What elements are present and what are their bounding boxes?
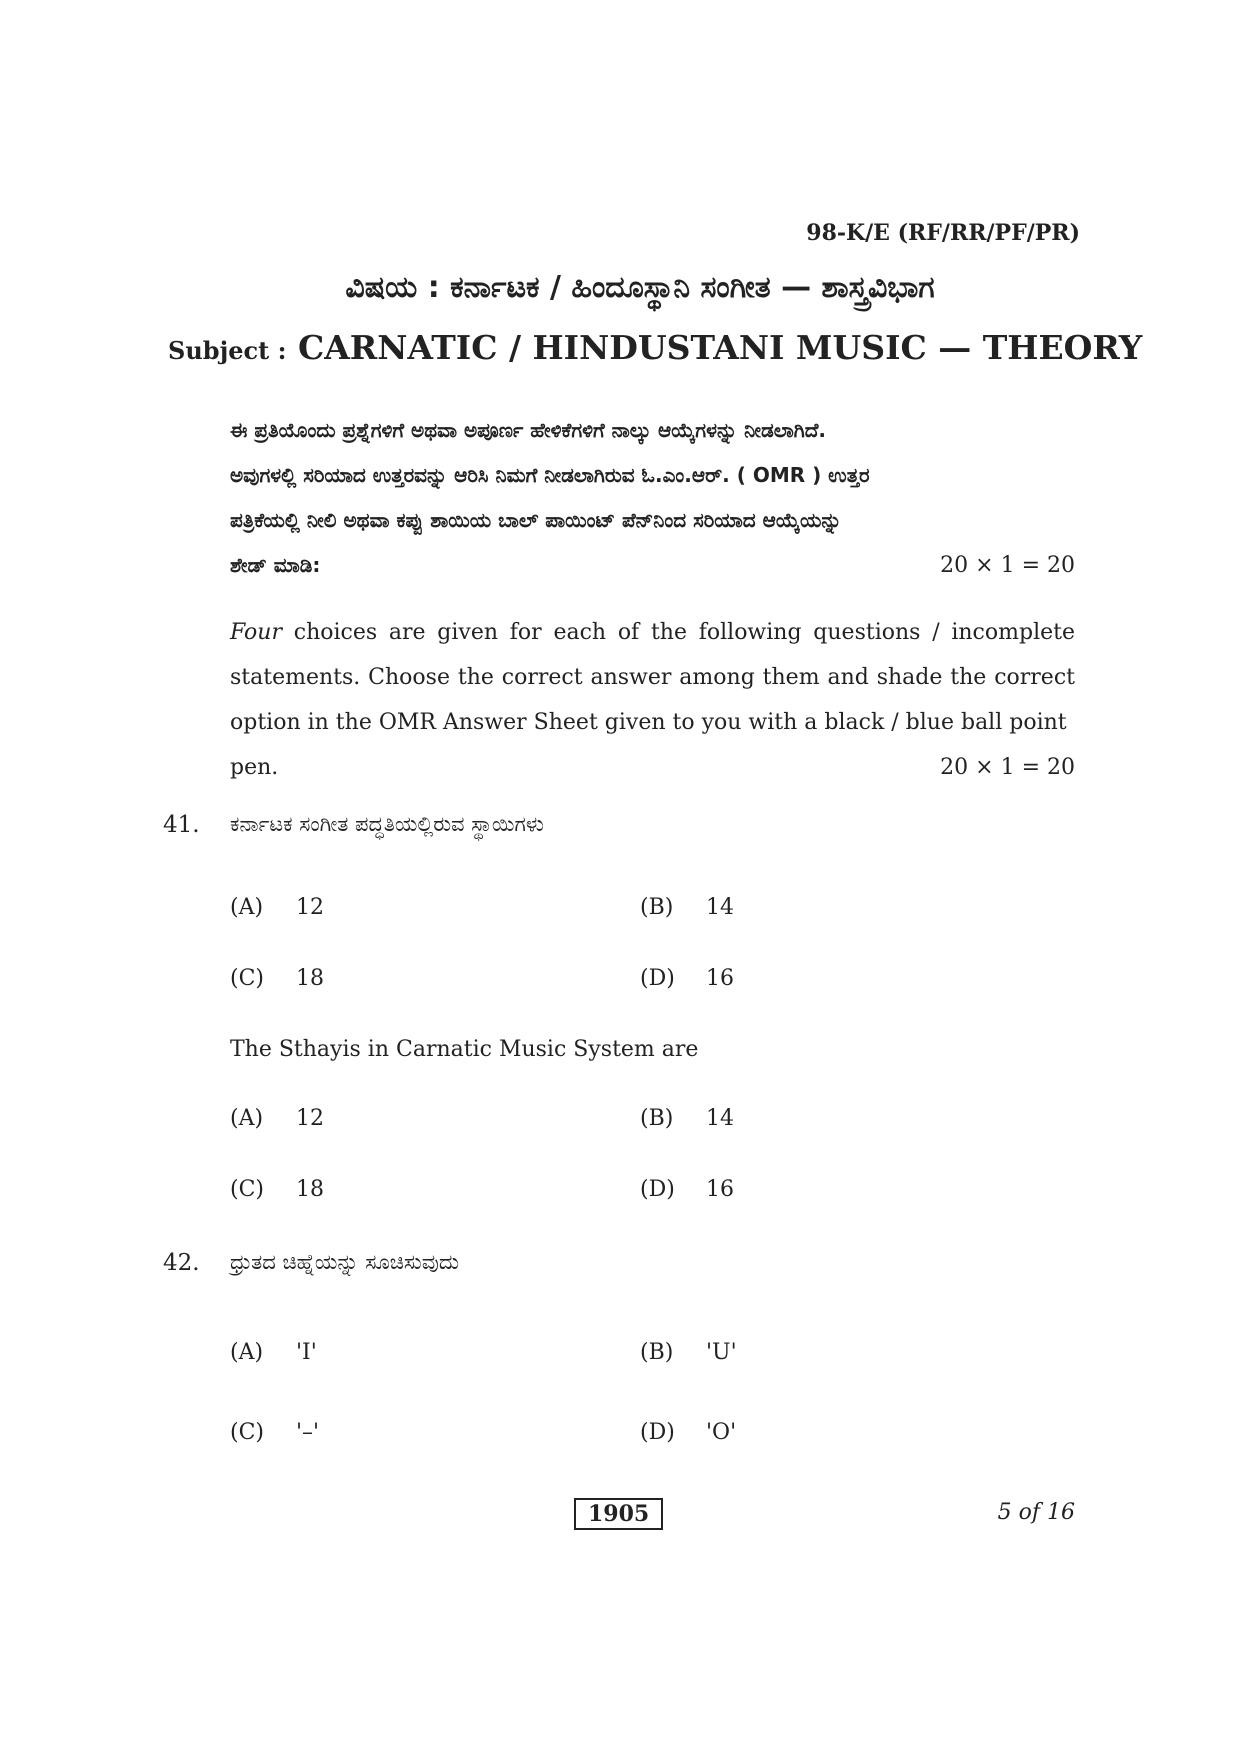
option-d: (D) 'O': [640, 1420, 737, 1445]
option-a: (A) 12: [230, 1106, 324, 1131]
instruction-line: ಅವುಗಳಲ್ಲಿ ಸರಿಯಾದ ಉತ್ತರವನ್ನು ಆರಿಸಿ ನಿಮಗೆ ನೀಡಲಾಗಿರುವ ಓ.ಎಂ.ಆರ್. ( OMR ) ಉತ್ತರ: [230, 463, 870, 487]
question-text-kannada: ಕರ್ನಾಟಕ ಸಂಗೀತ ಪದ್ಧತಿಯಲ್ಲಿರುವ ಸ್ಥಾಯಿಗಳು: [230, 812, 544, 836]
page-number: 5 of 16: [997, 1500, 1075, 1525]
question-number: 41.: [163, 812, 200, 838]
paper-code: 98-K/E (RF/RR/PF/PR): [806, 220, 1080, 246]
option-c: (C) 18: [230, 1177, 324, 1202]
instruction-line: ಶೇಡ್ ಮಾಡಿ:: [230, 553, 321, 577]
option-a: (A) 12: [230, 895, 324, 920]
option-c: (C) '–': [230, 1420, 320, 1445]
exam-code-box: 1905: [574, 1498, 663, 1530]
option-d: (D) 16: [640, 1177, 734, 1202]
instructions-kannada: [230, 408, 1075, 588]
subject-title-kannada: ವಿಷಯ : ಕರ್ನಾಟಕ / ಹಿಂದೂಸ್ಥಾನಿ ಸಂಗೀತ — ಶಾಸ್ತ್ರವಿಭಾಗ: [345, 270, 935, 305]
instruction-text: choices are given for each of the following questions / incomplete statements. Choose the correct answer among them and shade the correct option in the OMR Answer Sheet given to you with a black / blue ball point: [230, 620, 1075, 735]
subject-label: Subject :: [168, 336, 287, 365]
instruction-text-end: pen.: [230, 755, 279, 780]
question-number: 42.: [163, 1250, 200, 1276]
option-d: (D) 16: [640, 966, 734, 991]
option-b: (B) 'U': [640, 1340, 737, 1365]
option-b: (B) 14: [640, 895, 734, 920]
option-c: (C) 18: [230, 966, 324, 991]
subject-name: CARNATIC / HINDUSTANI MUSIC — THEORY: [297, 328, 1143, 367]
instruction-line: ಈ ಪ್ರತಿಯೊಂದು ಪ್ರಶ್ನೆಗಳಿಗೆ ಅಥವಾ ಅಪೂರ್ಣ ಹೇಳಿಕೆಗಳಿಗೆ ನಾಲ್ಕು ಆಯ್ಕೆಗಳನ್ನು ನೀಡಲಾಗಿದೆ.: [230, 418, 827, 442]
option-a: (A) 'I': [230, 1340, 317, 1365]
instructions-english: [230, 610, 1075, 790]
option-b: (B) 14: [640, 1106, 734, 1131]
marks-english: 20 × 1 = 20: [940, 755, 1075, 780]
question-text-kannada: ಧ್ರುತದ ಚಿಹ್ನೆಯನ್ನು ಸೂಚಿಸುವುದು: [230, 1250, 460, 1274]
marks-kannada: 20 × 1 = 20: [940, 553, 1075, 578]
question-text-english: The Sthayis in Carnatic Music System are: [230, 1037, 699, 1062]
instruction-line: ಪತ್ರಿಕೆಯಲ್ಲಿ ನೀಲಿ ಅಥವಾ ಕಪ್ಪು ಶಾಯಿಯ ಬಾಲ್ ಪಾಯಿಂಟ್ ಪೆನ್‌ನಿಂದ ಸರಿಯಾದ ಆಯ್ಕೆಯನ್ನು: [230, 508, 842, 532]
subject-title-english: [168, 328, 1142, 367]
instruction-emphasis: Four: [230, 620, 282, 645]
